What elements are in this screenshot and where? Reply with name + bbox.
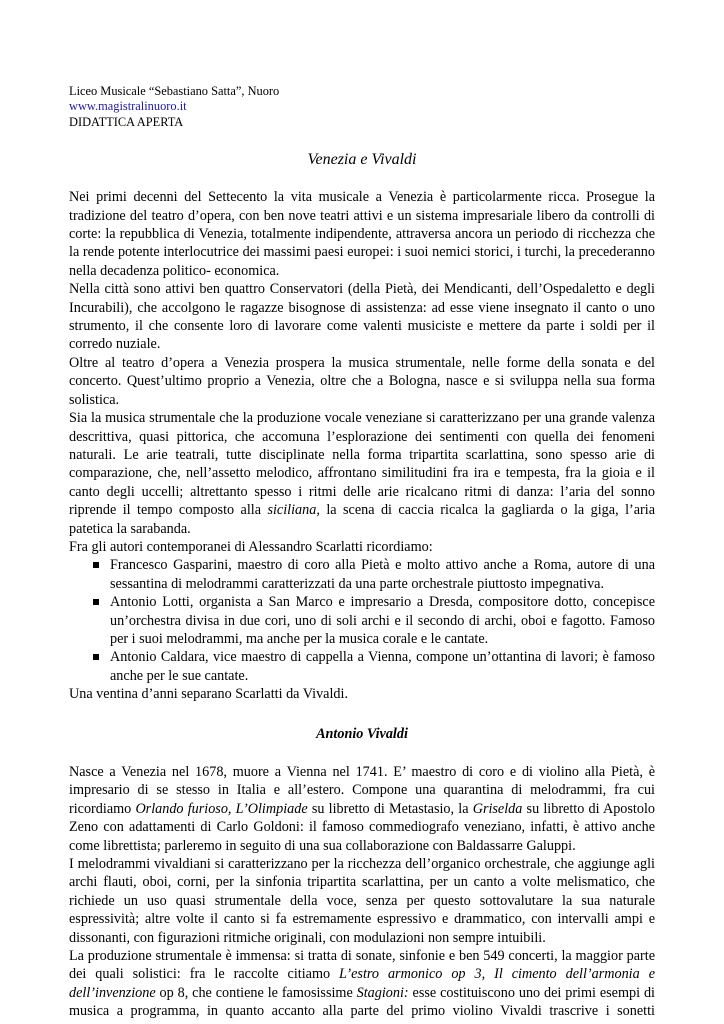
paragraph-biografia: Nasce a Venezia nel 1678, muore a Vienna nel 1741. E’ maestro di coro e di violino alla Pietà, è impresario di se stesso in Italia e all’estero. Compone una quarantina di melodrammi, fra cui ricordiamo Orlando furioso, L’Olimpiade su libretto di Metastasio, la Griselda su libretto di Apostolo Zeno con adattamenti di Carlo Goldoni: il famoso commediografo veneziano, infatti, è attivo anche come librettista; parleremo in seguito di una sua collaborazione con Baldassarre Galuppi.	[69, 764, 655, 854]
document-header	[69, 84, 655, 130]
section-title: Antonio Vivaldi	[316, 725, 408, 742]
paragraph-descrittiva: Sia la musica strumentale che la produzione vocale veneziane si caratterizzano per una grande valenza descrittiva, quasi pittorica, che accomuna l’esplorazione dei sentimenti con quella dei fenomeni naturali. Le arie teatrali, tutte disciplinate nella forma tripartita scarlattina, sono spesso arie di comparazione, che, nell’assetto melodico, affrontano similitudini fra ira e tempesta, fra la gioia e il canto degli uccelli; altrettanto spesso i ritmi delle arie ricalcano ritmi di danza: l’aria del sonno riprende il tempo composto alla siciliana, la scena di caccia ricalca la gagliarda o la giga, l’aria patetica la sarabanda.	[69, 410, 655, 537]
collection-titles: L’estro armonico op 3, Il cimento dell’armonia e dell’invenzione	[69, 966, 655, 1001]
paragraph-autori-intro: Fra gli autori contemporanei di Alessandro Scarlatti ricordiamo:	[69, 538, 433, 555]
list-item: Francesco Gasparini, maestro di coro alla Pietà e molto attivo anche a Roma, autore di una sessantina di melodrammi caratterizzati da una parte orchestrale piuttosto impegnativa.	[110, 557, 655, 592]
paragraph-melodrammi: I melodrammi vivaldiani si caratterizzano per la ricchezza dell’organico orchestrale, che aggiunge agli archi flauti, oboi, corni, per la sinfonia tripartita scarlattina, per un canto a volte melismatico, che richiede un uso quasi strumentale della voce, senza per questo sottovalutare la sua naturale espressività; altre volte il canto si fa estremamente espressivo e drammatico, con intervalli ampi e dissonanti, con figurazioni ritmiche originali, con modulazioni non sempre intuibili.	[69, 856, 655, 946]
website-link[interactable]: www.magistralinuoro.it	[69, 99, 187, 114]
paragraph-produzione: La produzione strumentale è immensa: si tratta di sonate, sinfonie e ben 549 concerti, la maggior parte dei quali solistici: fra le raccolte citiamo L’estro armonico op 3, Il cimento dell’armonia e dell’invenzione op 8, che contiene le famosissime Stagioni: esse costituiscono uno dei primi esempi di musica a programma, in quanto accanto alla parte del primo violino Vivaldi trascrive i sonetti	[69, 948, 655, 1020]
griselda-title: Griselda	[472, 800, 523, 817]
document-page	[69, 84, 655, 1021]
list-item: Antonio Caldara, vice maestro di cappella a Vienna, compone un’ottantina di lavori; è famoso anche per le sue cantate.	[110, 649, 655, 684]
stagioni-title: Stagioni:	[356, 984, 409, 1001]
paragraph-transition: Una ventina d’anni separano Scarlatti da Vivaldi.	[69, 686, 348, 703]
authors-list	[69, 556, 655, 685]
paragraph-conservatori: Nella città sono attivi ben quattro Conservatori (della Pietà, dei Mendicanti, dell’Ospedaletto e degli Incurabili), che accolgono le ragazze bisognose di assistenza: ad esse viene insegnato il canto o uno strumento, il che consente loro di lavorare come valenti musiciste e mettere da parte i soldi per il corredo nuziale.	[69, 281, 655, 353]
paragraph-intro: Nei primi decenni del Settecento la vita musicale a Venezia è particolarmente ricca. Prosegue la tradizione del teatro d’opera, con ben nove teatri attivi e un sistema impresariale libero da controlli di corte: la repubblica di Venezia, totalmente indipendente, attraversa ancora un periodo di ricchezza che la rende potente interlocutrice dei massimi paesi europei: i suoi nemici storici, i turchi, la precederanno nella decadenza politico- economica.	[69, 189, 655, 279]
section-label: DIDATTICA APERTA	[69, 114, 184, 129]
document-title: Venezia e Vivaldi	[307, 151, 417, 169]
siciliana-term: siciliana,	[267, 502, 320, 519]
list-item: Antonio Lotti, organista a San Marco e impresario a Dresda, compositore dotto, concepisce un’orchestra divisa in due cori, uno di soli archi e il secondo di archi, oboi e fagotto. Famoso per i suoi melodrammi, ma anche per la musica corale e le cantate.	[110, 594, 655, 647]
opera-titles: Orlando furioso, L’Olimpiade	[135, 800, 308, 817]
paragraph-strumentale: Oltre al teatro d’opera a Venezia prospera la musica strumentale, nelle forme della sonata e del concerto. Quest’ultimo proprio a Venezia, oltre che a Bologna, nasce e si sviluppa nella sua forma solistica.	[69, 354, 655, 408]
school-name: Liceo Musicale “Sebastiano Satta”, Nuoro	[69, 84, 280, 98]
document-body	[69, 188, 655, 1020]
